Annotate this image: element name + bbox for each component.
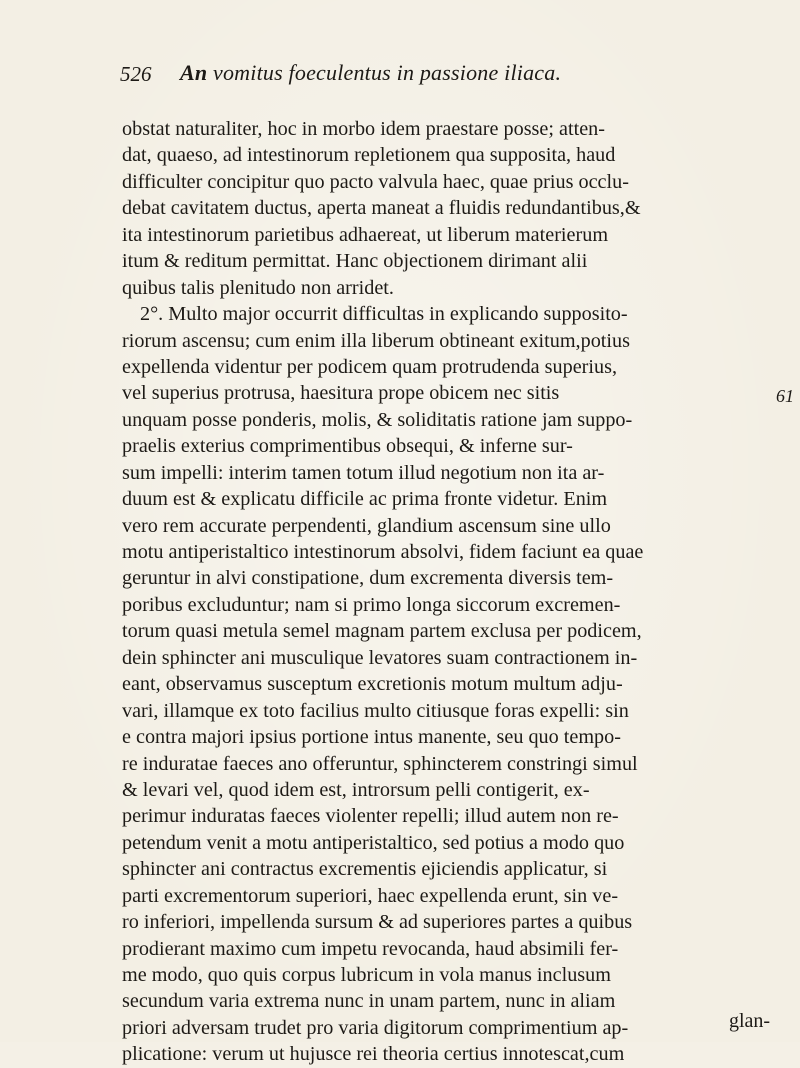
text-line: 2°. Multo major occurrit difficultas in explicando supposito-	[140, 303, 628, 326]
catchword: glan-	[729, 1010, 771, 1032]
text-line: secundum varia extrema nunc in unam partem, nunc in aliam	[122, 990, 616, 1013]
running-title-part-b: vomitus foeculentus in passione iliaca.	[213, 60, 562, 85]
body-text	[122, 116, 762, 1068]
text-line: ita intestinorum parietibus adhaereat, ut liberum materierum	[122, 223, 609, 246]
text-line: ro inferiori, impellenda sursum & ad superiores partes a quibus	[122, 911, 633, 934]
text-line: riorum ascensu; cum enim illa liberum obtineant exitum,potius	[122, 329, 630, 352]
page-number: 526	[120, 62, 152, 86]
text-line: duum est & explicatu difficile ac prima fronte videtur. Enim	[122, 488, 608, 511]
text-line: sphincter ani contractus excrementis ejiciendis applicatur, si	[122, 858, 608, 881]
text-line: prodierant maximo cum impetu revocanda, haud absimili fer-	[122, 937, 619, 960]
text-line: perimur induratas faeces violenter repelli; illud autem non re-	[122, 805, 619, 828]
running-header	[120, 56, 720, 88]
text-line: difficulter concipitur quo pacto valvula haec, quae prius occlu-	[122, 170, 629, 193]
text-line: petendum venit a motu antiperistaltico, sed potius a modo quo	[122, 831, 625, 854]
text-line: e contra majori ipsius portione intus manente, seu quo tempo-	[122, 726, 621, 749]
text-line: me modo, quo quis corpus lubricum in vola manus inclusum	[122, 964, 611, 986]
text-line: motu antiperistaltico intestinorum absolvi, fidem faciunt ea quae	[122, 541, 644, 563]
text-line: vari, illamque ex toto facilius multo citiusque foras expelli: sin	[122, 699, 629, 722]
text-line: dat, quaeso, ad intestinorum repletionem qua supposita, haud	[122, 144, 616, 167]
text-line: dein sphincter ani musculique levatores suam contractionem in-	[122, 646, 638, 669]
text-line: vero rem accurate perpendenti, glandium ascensum sine ullo	[122, 514, 611, 537]
text-line: geruntur in alvi constipatione, dum excrementa diversis tem-	[122, 567, 614, 590]
text-line: debat cavitatem ductus, aperta maneat a fluidis redundantibus,&	[122, 197, 641, 220]
text-line: poribus excluduntur; nam si primo longa siccorum excremen-	[122, 593, 621, 616]
text-line: vel superius protrusa, haesitura prope obicem nec sitis	[122, 382, 560, 405]
text-line: expellenda videntur per podicem quam protrudenda superius,	[122, 355, 617, 378]
running-title-part-a: An	[180, 60, 208, 85]
running-title	[180, 60, 561, 86]
text-line: & levari vel, quod idem est, introrsum pelli contigerit, ex-	[122, 778, 590, 801]
text-line: unquam posse ponderis, molis, & soliditatis ratione jam suppo-	[122, 408, 633, 431]
text-line: parti excrementorum superiori, haec expellenda erunt, sin ve-	[122, 884, 619, 907]
text-line: sum impelli: interim tamen totum illud negotium non ita ar-	[122, 461, 605, 484]
text-line: praelis exterius comprimentibus obsequi, & inferne sur-	[122, 435, 573, 458]
margin-note: 61	[776, 386, 794, 406]
text-line: quibus talis plenitudo non arridet.	[122, 276, 394, 299]
text-line: eant, observamus susceptum excretionis motum multum adju-	[122, 673, 623, 696]
text-line: torum quasi metula semel magnam partem exclusa per podicem,	[122, 620, 642, 643]
text-line: plicatione: verum ut hujusce rei theoria certius innotescat,cum	[122, 1043, 625, 1066]
text-line: obstat naturaliter, hoc in morbo idem praestare posse; atten-	[122, 118, 605, 140]
text-line: re induratae faeces ano offeruntur, sphincterem constringi simul	[122, 752, 638, 775]
text-line: priori adversam trudet pro varia digitorum comprimentium ap-	[122, 1016, 629, 1039]
text-line: itum & reditum permittat. Hanc objectionem dirimant alii	[122, 250, 588, 273]
